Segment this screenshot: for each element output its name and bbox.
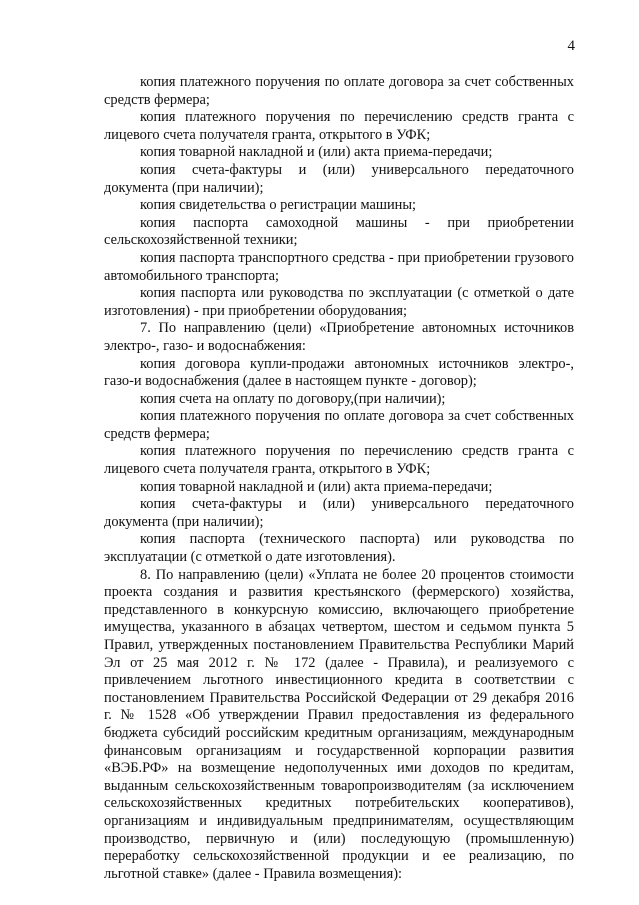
paragraph: копия счета-фактуры и (или) универсального передаточного документа (при наличии); [104, 496, 574, 530]
paragraph: копия платежного поручения по перечислению средств гранта с лицевого счета получателя гранта, открытого в УФК; [104, 109, 574, 143]
paragraph: копия платежного поручения по оплате договора за счет собственных средств фермера; [104, 74, 574, 108]
paragraph: копия товарной накладной и (или) акта приема-передачи; [140, 478, 493, 495]
paragraph: копия платежного поручения по перечислению средств гранта с лицевого счета получателя гранта, открытого в УФК; [104, 443, 574, 478]
paragraph: копия свидетельства о регистрации машины; [140, 197, 417, 214]
section-7-heading: 7. По направлению (цели) «Приобретение автономных источников электро-, газо- и водоснабжения: [104, 320, 574, 354]
paragraph: копия паспорта (технического паспорта) или руководства по эксплуатации (с отметкой о дате изготовления). [104, 531, 574, 566]
paragraph: копия паспорта или руководства по эксплуатации (с отметкой о дате изготовления) - при приобретении оборудования; [104, 285, 574, 319]
paragraph: копия паспорта транспортного средства - при приобретении грузового автомобильного транспорта; [104, 249, 574, 284]
paragraph: копия товарной накладной и (или) акта приема-передачи; [140, 144, 493, 161]
paragraph: копия платежного поручения по оплате договора за счет собственных средств фермера; [104, 408, 574, 442]
paragraph: копия паспорта самоходной машины - при приобретении сельскохозяйственной техники; [104, 214, 574, 249]
page-number: 4 [567, 38, 575, 54]
paragraph: копия счета-фактуры и (или) универсального передаточного документа (при наличии); [104, 161, 574, 196]
paragraph: копия договора купли-продажи автономных источников электро-, газо-и водоснабжения (далее в настоящем пункте - договор); [104, 355, 574, 390]
section-8-paragraph: 8. По направлению (цели) «Уплата не более 20 процентов стоимости проекта создания и развития крестьянского (фермерского) хозяйства, представленного в конкурсную комиссию, включающего приобретение имущества, указанного в абзацах четвертом, шестом и седьмом пункта 5 Правил, утвержденных постановлением Правительства Республики Марий Эл от 25 мая 2012 г. № 172 (далее - Правила), и реализуемого с привлечением льготного инвестиционного кредита в соответствии с постановлением Правительства Российской Федерации от 29 декабря 2016 г. № 1528 «Об утверждении Правил предоставления из федерального бюджета субсидий российским кредитным организациям, международным финансовым организациям и государственной корпорации развития «ВЭБ.РФ» на возмещение недополученных ими доходов по кредитам, выданным сельскохозяйственным товаропроизводителям (за исключением сельскохозяйственных кредитных потребительских кооперативов), организациям и индивидуальным предпринимателям, осуществляющим производство, первичную и (или) последующую (промышленную) переработку сельскохозяйственной продукции и ее реализацию, по льготной ставке» (далее - Правила возмещения): [104, 566, 574, 882]
document-body [104, 74, 574, 883]
paragraph: копия счета на оплату по договору,(при наличии); [140, 390, 446, 407]
